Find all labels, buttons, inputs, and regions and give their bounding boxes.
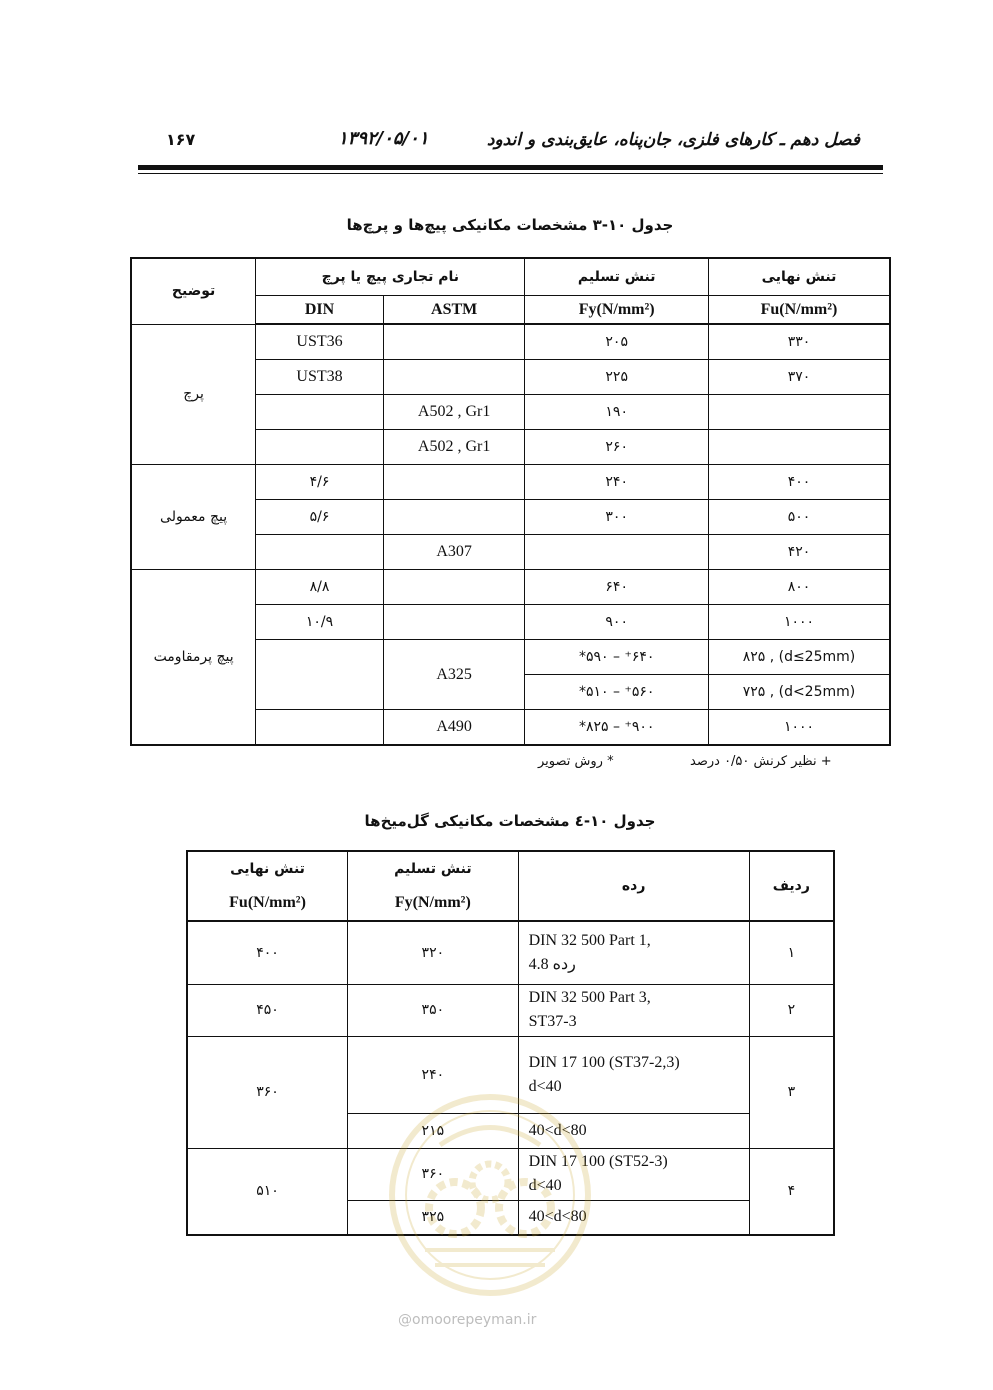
chapter-title: فصل دهم ـ کارهای فلزی، جان‌پناه، عایق‌بندی و اندود [486, 130, 860, 150]
cell-fu: ۴۰۰ [708, 465, 890, 500]
group-high-strength-bolt: پیچ پرمقاومت [131, 570, 256, 746]
cell-fu: (d<25mm) , ۷۲۵ [708, 675, 890, 710]
grade-line-1: DIN 17 100 (ST37-2,3) [528, 1053, 680, 1071]
page-number: ۱۶۷ [166, 130, 196, 149]
grade-line-2: ST37-3 [528, 1013, 577, 1030]
table1-caption: جدول ۱۰-۳ مشخصات مکانیکی پیچ‌ها و پرچ‌ها [346, 216, 674, 234]
group-ordinary-bolt: پیچ معمولی [131, 465, 256, 570]
cell-fy [525, 535, 709, 570]
header-ultimate: تنش نهایی [708, 258, 890, 296]
cell-astm [383, 605, 525, 640]
cell-astm [383, 324, 525, 360]
table-bolts-rivets [130, 257, 891, 746]
cell-astm: A502 , Gr1 [383, 430, 525, 465]
cell-fy: ۶۴۰ [525, 570, 709, 605]
cell-astm [383, 570, 525, 605]
table2-caption: جدول ۱۰-٤ مشخصات مکانیکی گل‌میخ‌ها [364, 812, 656, 830]
header-trade-name: نام تجاری پیچ یا پرچ [256, 258, 525, 296]
cell-din [256, 395, 384, 430]
header-rule-thick [138, 165, 883, 170]
cell-astm: A307 [383, 535, 525, 570]
cell-fy: ۹۰۰⁺ – ۸۲۵* [525, 710, 709, 746]
cell-fy: ۵۶۰⁺ – ۵۱۰* [525, 675, 709, 710]
header-yield-unit: Fy(N/mm²) [525, 296, 709, 325]
header-date: ۱۳۹۲/۰۵/۰۱ [338, 128, 429, 149]
header-rule-thin [138, 173, 883, 174]
header-astm: ASTM [383, 296, 525, 325]
cell-fy: ۱۹۰ [525, 395, 709, 430]
cell-astm [383, 360, 525, 395]
cell-fy: ۲۴۰ [525, 465, 709, 500]
cell-fu [708, 430, 890, 465]
cell-din: UST36 [256, 324, 384, 360]
cell-fy: ۳۲۰ [348, 921, 519, 984]
cell-astm: A325 [383, 640, 525, 710]
grade-line-2: d<40 [528, 1077, 562, 1095]
header-yield: تنش تسلیم [525, 258, 709, 296]
header-ultimate-unit: Fu(N/mm²) [708, 296, 890, 325]
cell-fu: ۳۶۰ [187, 1036, 348, 1148]
header-row: ردیف [749, 851, 834, 921]
cell-row-number: ۳ [749, 1036, 834, 1148]
cell-din: ۱۰/۹ [256, 605, 384, 640]
cell-din: ۴/۶ [256, 465, 384, 500]
cell-fy: ۳۵۰ [348, 984, 519, 1036]
header-yield-label: تنش تسلیم [394, 861, 472, 877]
cell-fy: ۲۱۵ [348, 1113, 519, 1148]
cell-astm: A490 [383, 710, 525, 746]
cell-fy: ۹۰۰ [525, 605, 709, 640]
table-row [131, 465, 890, 500]
cell-fy: ۲۰۵ [525, 324, 709, 360]
cell-grade [518, 984, 749, 1036]
cell-din [256, 535, 384, 570]
cell-fu: ۴۲۰ [708, 535, 890, 570]
grade-line-1: DIN 32 500 Part 3, [528, 989, 651, 1006]
cell-din [256, 430, 384, 465]
table-row [187, 921, 834, 984]
grade-line-1: DIN 32 500 Part 1, [528, 931, 651, 949]
header-description: توضیح [131, 258, 256, 324]
cell-fu: ۵۰۰ [708, 500, 890, 535]
cell-din: UST38 [256, 360, 384, 395]
cell-din [256, 640, 384, 710]
header-din: DIN [256, 296, 384, 325]
cell-fu: ۸۰۰ [708, 570, 890, 605]
group-rivet: پرچ [131, 324, 256, 465]
cell-din: ۵/۶ [256, 500, 384, 535]
cell-fy: ۲۶۰ [525, 430, 709, 465]
watermark-logo [385, 1090, 595, 1300]
grade-line-2: d<40 [528, 1177, 562, 1194]
cell-fy: ۳۰۰ [525, 500, 709, 535]
cell-fu [708, 395, 890, 430]
cell-fy: ۳۶۰ [348, 1148, 519, 1200]
grade-line-1: DIN 17 100 (ST52-3) [528, 1153, 668, 1170]
table-row [131, 324, 890, 360]
table-row [187, 984, 834, 1036]
cell-fy: ۳۲۵ [348, 1200, 519, 1235]
cell-fy: ۶۴۰⁺ – ۵۹۰* [525, 640, 709, 675]
cell-fu: ۵۱۰ [187, 1148, 348, 1235]
footnote-star: * روش تصویر [538, 754, 614, 769]
cell-row-number: ۱ [749, 921, 834, 984]
cell-fy: ۲۲۵ [525, 360, 709, 395]
cell-fu: ۳۳۰ [708, 324, 890, 360]
cell-row-number: ۲ [749, 984, 834, 1036]
cell-fy: ۲۴۰ [348, 1036, 519, 1113]
cell-grade: 40<d<80 [518, 1113, 749, 1148]
cell-fu: ۴۵۰ [187, 984, 348, 1036]
header-ultimate-label: تنش نهایی [230, 861, 305, 877]
header-ultimate [187, 851, 348, 921]
cell-fu: ۱۰۰۰ [708, 605, 890, 640]
cell-astm [383, 465, 525, 500]
cell-fu: ۴۰۰ [187, 921, 348, 984]
cell-grade [518, 921, 749, 984]
cell-astm [383, 500, 525, 535]
cell-grade: 40<d<80 [518, 1200, 749, 1235]
cell-astm: A502 , Gr1 [383, 395, 525, 430]
header-yield-unit: Fy(N/mm²) [394, 894, 471, 911]
header-yield [348, 851, 519, 921]
cell-din: ۸/۸ [256, 570, 384, 605]
cell-fu: (d≤25mm) , ۸۲۵ [708, 640, 890, 675]
footnote-plus: + نظیر کرنش ۰/۵۰ درصد [690, 754, 832, 769]
cell-fu: ۱۰۰۰ [708, 710, 890, 746]
cell-din [256, 710, 384, 746]
header-ultimate-unit: Fu(N/mm²) [229, 894, 306, 911]
table-row [131, 570, 890, 605]
grade-line-2: رده 4.8 [528, 955, 576, 973]
cell-fu: ۳۷۰ [708, 360, 890, 395]
watermark-handle: @omoorepeyman.ir [398, 1312, 537, 1328]
cell-row-number: ۴ [749, 1148, 834, 1235]
header-grade: رده [518, 851, 749, 921]
